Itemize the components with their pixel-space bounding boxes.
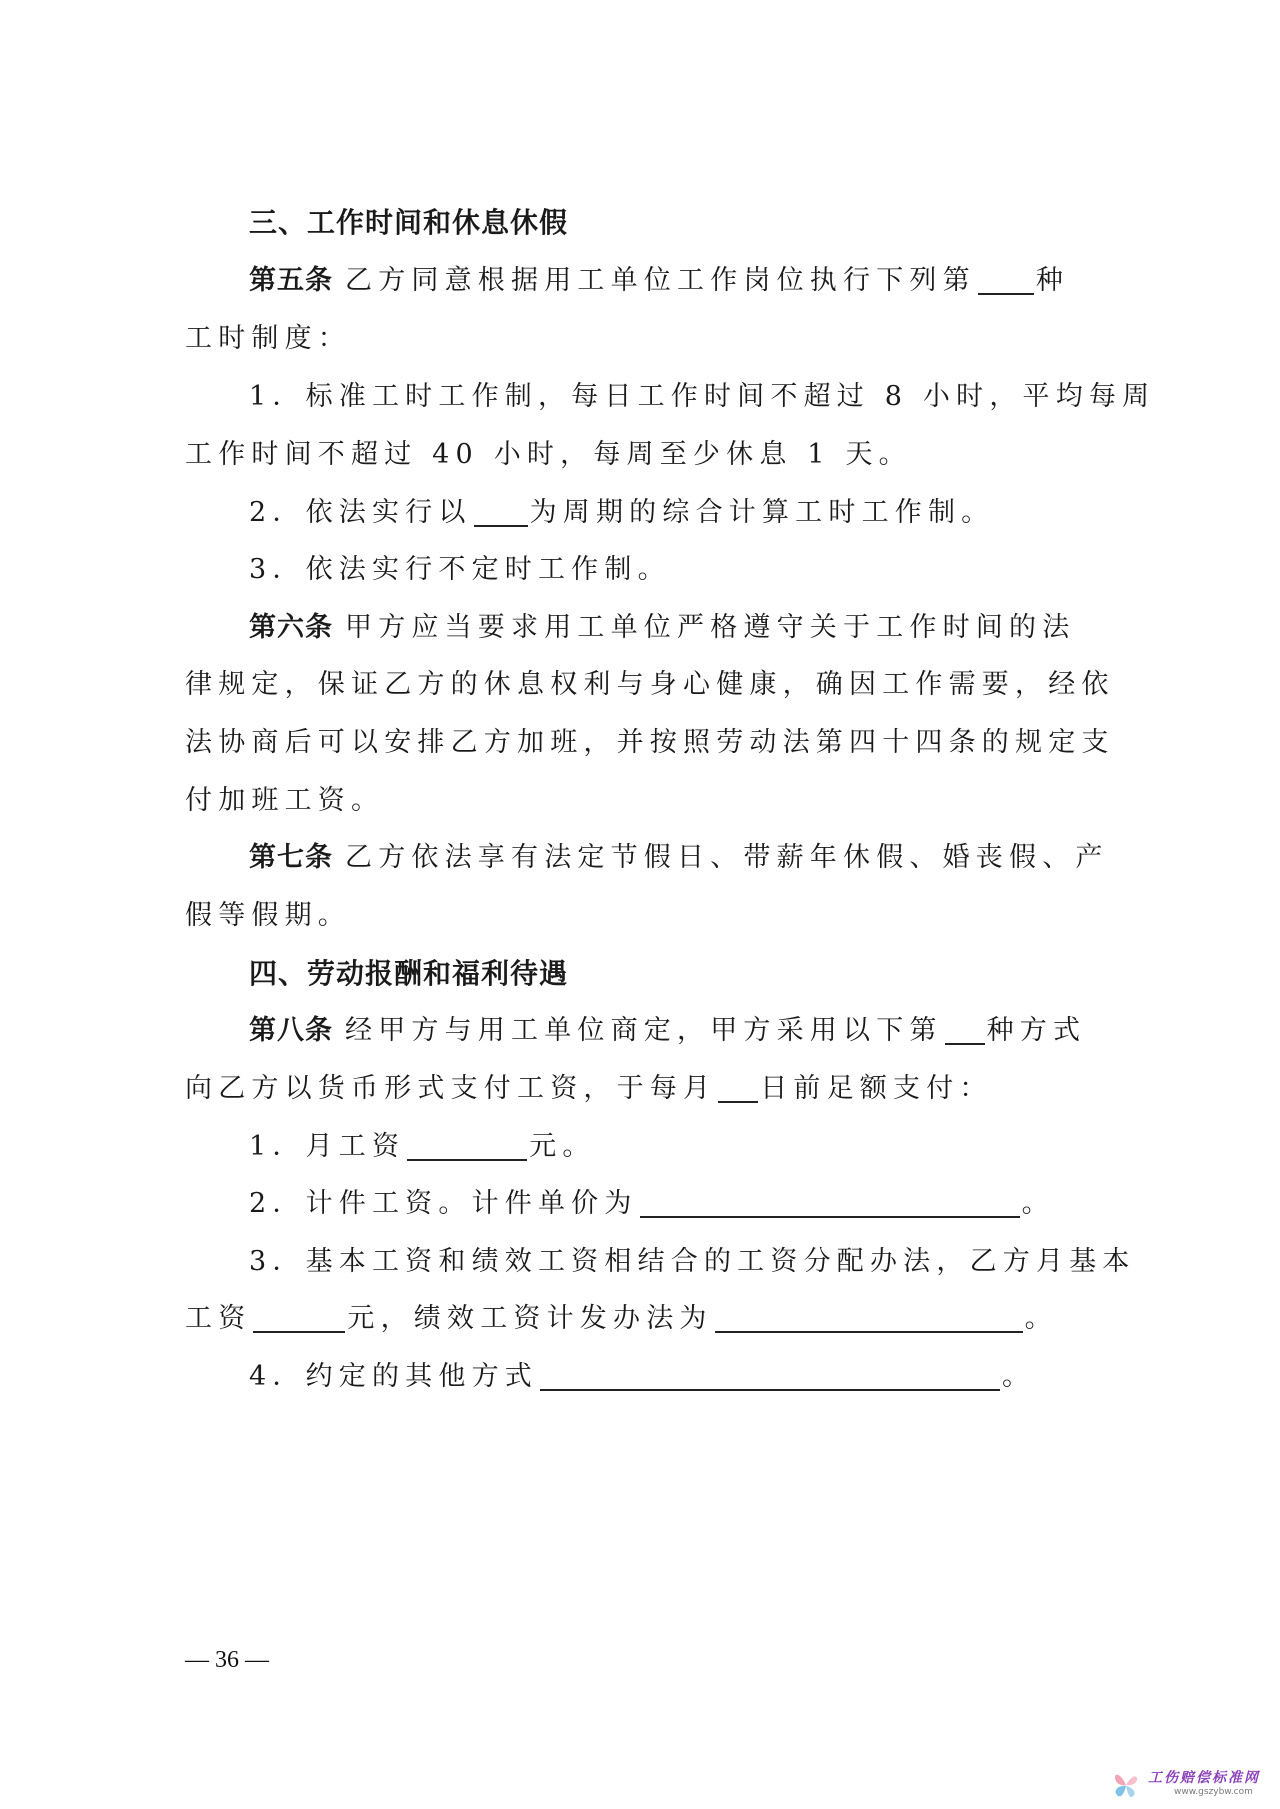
art8-item-3-line-2-post: 。 bbox=[1024, 1303, 1058, 1334]
blank-hour-system-choice[interactable] bbox=[978, 259, 1034, 295]
article-5-line-2: 工时制度： bbox=[185, 323, 351, 354]
butterfly-logo-icon bbox=[1110, 1769, 1142, 1799]
art5-item-1-line-1: 1．标准工时工作制，每日工作时间不超过 8 小时，平均每周 bbox=[249, 381, 1156, 412]
section-heading-work-hours: 三、工作时间和休息休假 bbox=[249, 206, 569, 239]
article-5-line-1 bbox=[185, 252, 1093, 310]
article-8-line-1 bbox=[185, 1002, 1093, 1060]
article-6-line-2: 律规定，保证乙方的休息权利与身心健康，确因工作需要，经依 bbox=[185, 669, 1115, 700]
article-8-label: 第八条 bbox=[249, 1015, 333, 1046]
article-7-line-2: 假等假期。 bbox=[185, 900, 351, 931]
blank-piece-rate[interactable] bbox=[640, 1182, 1020, 1218]
art5-item-3: 3．依法实行不定时工作制。 bbox=[249, 554, 671, 585]
article-8-line-2 bbox=[185, 1060, 1093, 1118]
art8-item-4-post: 。 bbox=[1001, 1361, 1036, 1392]
art8-item-4-pre: 4．约定的其他方式 bbox=[249, 1361, 538, 1392]
art8-item-3-line-2-mid: 元，绩效工资计发办法为 bbox=[347, 1303, 713, 1334]
section-heading-remuneration: 四、劳动报酬和福利待遇 bbox=[249, 957, 569, 990]
blank-other-method[interactable] bbox=[540, 1355, 1000, 1391]
blank-base-wage[interactable] bbox=[253, 1297, 345, 1333]
article-8-line-2-pre: 向乙方以货币形式支付工资，于每月 bbox=[185, 1073, 717, 1104]
art8-item-4 bbox=[185, 1348, 1093, 1406]
blank-monthly-wage[interactable] bbox=[407, 1125, 527, 1161]
art8-item-3-line-2 bbox=[185, 1290, 1093, 1348]
article-7-line-1 bbox=[185, 829, 1109, 887]
article-8-text: 经甲方与用工单位商定，甲方采用以下第 bbox=[345, 1015, 943, 1046]
article-6-label: 第六条 bbox=[249, 612, 333, 643]
art5-item-2 bbox=[185, 484, 1093, 542]
art8-item-1-post: 元。 bbox=[529, 1131, 596, 1162]
art5-item-1-line-2: 工作时间不超过 40 小时，每周至少休息 1 天。 bbox=[185, 439, 912, 470]
blank-cycle-period[interactable] bbox=[474, 491, 528, 527]
article-8-text-end: 种方式 bbox=[986, 1015, 1087, 1046]
article-7-label: 第七条 bbox=[249, 842, 333, 873]
article-5-text: 乙方同意根据用工单位工作岗位执行下列第 bbox=[345, 265, 976, 296]
watermark bbox=[1108, 1765, 1278, 1805]
article-6-line-1 bbox=[185, 599, 1093, 657]
article-6-line-4: 付加班工资。 bbox=[185, 785, 385, 816]
article-8-line-2-post: 日前足额支付： bbox=[760, 1073, 993, 1104]
article-6-line-3: 法协商后可以安排乙方加班，并按照劳动法第四十四条的规定支 bbox=[185, 727, 1115, 758]
art5-item-2-pre: 2．依法实行以 bbox=[249, 497, 472, 528]
blank-performance-pay-method[interactable] bbox=[715, 1297, 1023, 1333]
watermark-title: 工伤赔偿标准网 bbox=[1148, 1770, 1260, 1786]
art8-item-1 bbox=[185, 1118, 1093, 1176]
article-7-text: 乙方依法享有法定节假日、带薪年休假、婚丧假、产 bbox=[345, 842, 1109, 873]
art8-item-2 bbox=[185, 1175, 1093, 1233]
art8-item-1-pre: 1．月工资 bbox=[249, 1131, 406, 1162]
watermark-url: www.gszybw.com bbox=[1174, 1787, 1253, 1797]
article-6-text: 甲方应当要求用工单位严格遵守关于工作时间的法 bbox=[345, 612, 1076, 643]
blank-pay-day[interactable] bbox=[718, 1067, 758, 1103]
page-number: — 36 — bbox=[185, 1647, 269, 1673]
article-5-label: 第五条 bbox=[249, 265, 333, 296]
article-5-text-end: 种 bbox=[1035, 265, 1070, 296]
art8-item-2-pre: 2．计件工资。计件单价为 bbox=[249, 1188, 638, 1219]
art8-item-3-line-2-pre: 工资 bbox=[185, 1303, 252, 1334]
blank-payment-method-choice[interactable] bbox=[945, 1009, 985, 1045]
art8-item-3-line-1: 3．基本工资和绩效工资相结合的工资分配办法，乙方月基本 bbox=[249, 1246, 1136, 1277]
art5-item-2-post: 为周期的综合计算工时工作制。 bbox=[529, 497, 995, 528]
art8-item-2-post: 。 bbox=[1021, 1188, 1055, 1219]
